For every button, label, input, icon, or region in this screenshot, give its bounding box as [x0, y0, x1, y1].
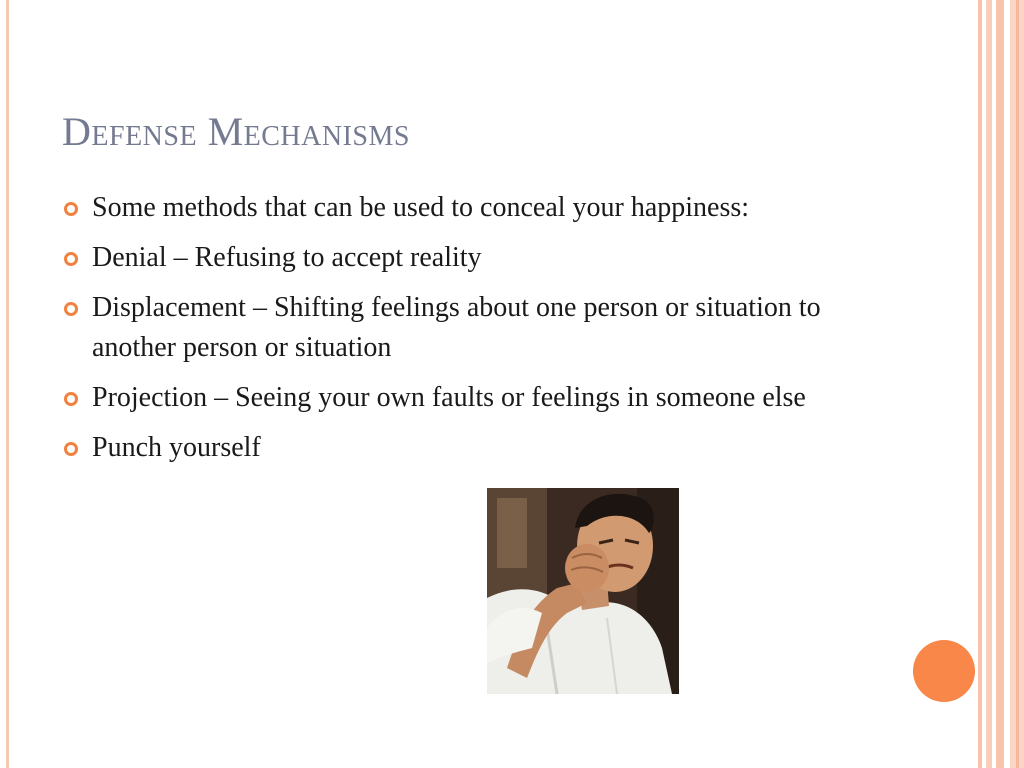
- bullet-ring-icon: [64, 202, 78, 216]
- bullet-item: [64, 238, 864, 278]
- bullet-text: Punch yourself: [92, 432, 261, 463]
- right-stripe-decoration: [978, 0, 982, 768]
- right-stripe-decoration: [996, 0, 1004, 768]
- right-stripe-decoration: [1016, 0, 1019, 768]
- bullet-ring-icon: [64, 302, 78, 316]
- bullet-ring-icon: [64, 392, 78, 406]
- bullet-item: [64, 288, 864, 368]
- bullet-ring-icon: [64, 442, 78, 456]
- slide-title: Defense Mechanisms: [62, 109, 410, 154]
- bullet-item: [64, 188, 864, 228]
- bullet-text: Some methods that can be used to conceal your happiness:: [92, 192, 750, 223]
- bullet-item: [64, 378, 864, 418]
- bullet-text: Projection – Seeing your own faults or feelings in someone else: [92, 382, 806, 413]
- bullet-item: [64, 428, 864, 468]
- right-stripe-decoration: [986, 0, 992, 768]
- person-punching-self-photo: [487, 488, 679, 694]
- orange-circle-decoration: [913, 640, 975, 702]
- bullet-list: [64, 188, 864, 478]
- left-border-decoration: [6, 0, 9, 768]
- bullet-ring-icon: [64, 252, 78, 266]
- bullet-text: Denial – Refusing to accept reality: [92, 242, 482, 273]
- bullet-text: Displacement – Shifting feelings about one person or situation to another person or situation: [92, 292, 821, 363]
